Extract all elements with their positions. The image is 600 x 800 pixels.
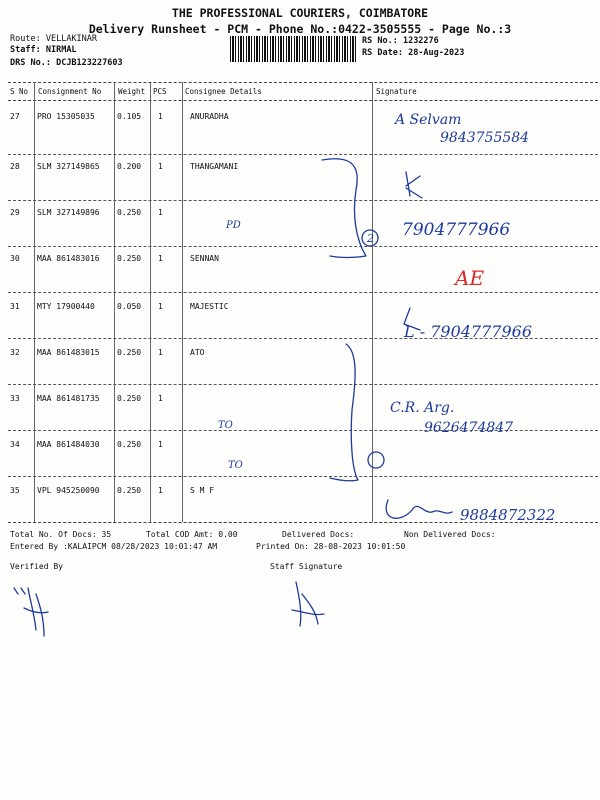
entered-by: Entered By :KALAIPCM 08/28/2023 10:01:47 AM <box>10 542 218 551</box>
handwritten-circle-mark: 2 <box>367 232 374 245</box>
handwritten-note-34: TO <box>228 460 243 471</box>
row-weight: 0.105 <box>117 112 142 121</box>
bracket-32-35-stroke <box>330 344 358 481</box>
bracket-28-30-stroke <box>322 159 366 258</box>
row-consignee: S M F <box>190 486 215 495</box>
row-consignee: THANGAMANI <box>190 162 239 171</box>
rs-no-value: 1232276 <box>402 36 439 46</box>
verified-by-label: Verified By <box>10 562 63 571</box>
total-docs: Total No. Of Docs: 35 <box>10 530 112 539</box>
row-consignment: SLM 327149865 <box>37 162 100 171</box>
row-pcs: 1 <box>158 162 163 171</box>
row-consignment: MAA 861481735 <box>37 394 100 403</box>
row-weight: 0.250 <box>117 348 142 357</box>
row-sno: 30 <box>10 254 20 263</box>
non-delivered-docs: Non Delivered Docs: <box>404 530 496 539</box>
col-header-weight: Weight <box>118 87 146 96</box>
col-header-sno: S No <box>10 87 29 96</box>
handwritten-phone-27: 9843755584 <box>440 130 530 146</box>
row-weight: 0.250 <box>117 486 142 495</box>
corner-mark-stroke <box>14 588 25 594</box>
row-weight: 0.200 <box>117 162 142 171</box>
row-consignment: MTY 17900440 <box>37 302 95 311</box>
handwritten-name-27: A Selvam <box>395 112 462 128</box>
col-header-signature: Signature <box>376 87 417 96</box>
row-consignment: MAA 861484030 <box>37 440 100 449</box>
col-header-pcs: PCS <box>153 87 167 96</box>
row-pcs: 1 <box>158 348 163 357</box>
handwritten-note-29: PD <box>226 220 241 231</box>
drs-label: DRS No.: <box>10 58 51 68</box>
row-sno: 29 <box>10 208 20 217</box>
signature-31-stroke <box>404 308 420 330</box>
verifier-signature-stroke <box>24 588 48 636</box>
row-sno: 33 <box>10 394 20 403</box>
handwritten-phone-29: 7904777966 <box>402 220 511 240</box>
handwritten-mark-30: AE <box>455 266 485 290</box>
row-pcs: 1 <box>158 486 163 495</box>
row-pcs: 1 <box>158 208 163 217</box>
row-weight: 0.250 <box>117 440 142 449</box>
handwritten-phone-33: 9626474847 <box>424 420 514 436</box>
row-sno: 35 <box>10 486 20 495</box>
row-weight: 0.250 <box>117 394 142 403</box>
row-pcs: 1 <box>158 302 163 311</box>
company-title: THE PROFESSIONAL COURIERS, COIMBATORE <box>171 6 429 20</box>
row-weight: 0.050 <box>117 302 142 311</box>
circle-mark-29 <box>362 230 378 246</box>
handwritten-note-33: TO <box>218 420 233 431</box>
total-cod: Total COD Amt: 0.00 <box>146 530 238 539</box>
printed-on: Printed On: 28-08-2023 10:01:50 <box>256 542 406 551</box>
staff-signature-stroke <box>292 582 324 626</box>
row-weight: 0.250 <box>117 208 142 217</box>
handwritten-phone-35: 9884872322 <box>460 506 556 524</box>
row-sno: 34 <box>10 440 20 449</box>
rs-date-value: 28-Aug-2023 <box>408 48 465 58</box>
row-consignee: MAJESTIC <box>190 302 229 311</box>
row-sno: 28 <box>10 162 20 171</box>
handwritten-name-33: C.R. Arg. <box>390 400 455 416</box>
route-value: VELLAKINAR <box>45 34 98 44</box>
rs-no-label: RS No.: <box>362 36 398 46</box>
runsheet-subtitle: Delivery Runsheet - PCM - Phone No.:0422-3505555 - Page No.:3 <box>88 22 512 36</box>
row-sno: 27 <box>10 112 20 121</box>
footer-rule <box>8 522 598 523</box>
route-label: Route: <box>10 34 41 44</box>
signature-35-stroke <box>386 500 452 518</box>
row-consignment: VPL 945250090 <box>37 486 100 495</box>
row-sno: 31 <box>10 302 20 311</box>
row-weight: 0.250 <box>117 254 142 263</box>
rs-date-label: RS Date: <box>362 48 403 58</box>
staff-label: Staff: <box>10 45 41 55</box>
row-pcs: 1 <box>158 394 163 403</box>
handwritten-phone-31: L - 7904777966 <box>404 322 532 341</box>
row-pcs: 1 <box>158 254 163 263</box>
row-consignment: PRO 15305035 <box>37 112 95 121</box>
row-consignment: SLM 327149896 <box>37 208 100 217</box>
row-sno: 32 <box>10 348 20 357</box>
col-header-consignment: Consignment No <box>38 87 102 96</box>
row-pcs: 1 <box>158 440 163 449</box>
circle-mark-34 <box>368 452 384 468</box>
col-header-consignee: Consignee Details <box>185 87 262 96</box>
drs-value: DCJB123227603 <box>56 58 123 68</box>
delivered-docs: Delivered Docs: <box>282 530 355 539</box>
row-consignee: ANURADHA <box>190 112 229 121</box>
row-consignment: MAA 861483015 <box>37 348 100 357</box>
row-pcs: 1 <box>158 112 163 121</box>
staff-signature-label: Staff Signature <box>270 562 343 571</box>
row-consignee: SENNAN <box>190 254 219 263</box>
row-consignee: ATO <box>190 348 205 357</box>
staff-value: NIRMAL <box>45 45 77 55</box>
row-consignment: MAA 861483016 <box>37 254 100 263</box>
signature-28-stroke <box>406 172 422 198</box>
